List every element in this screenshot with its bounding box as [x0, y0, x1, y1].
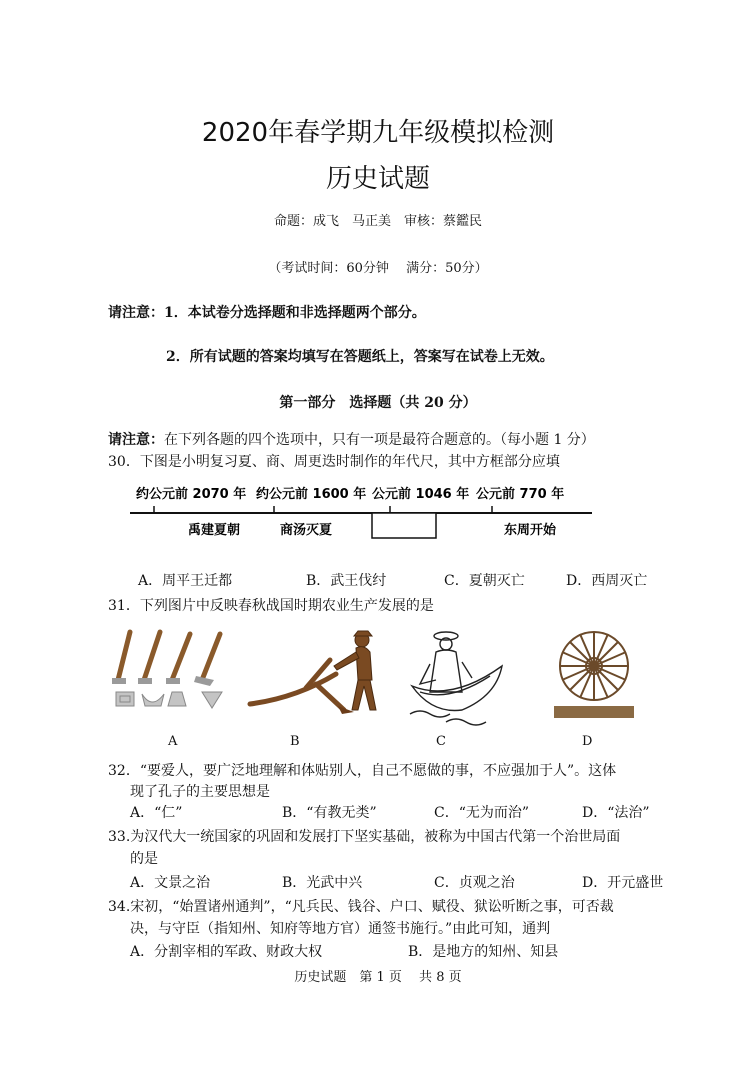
exam-info: （考试时间：60分钟 满分：50分） — [268, 261, 488, 276]
q32-option-b: B．“有教无类” — [282, 805, 377, 821]
q30-timeline — [120, 478, 600, 540]
picture-d-waterwheel — [552, 622, 636, 722]
authors-line: 命题：成飞 马正美 审核：蔡鑑民 — [273, 214, 482, 229]
notice-item-1-text: 1．本试卷分选择题和非选择题两个部分。 — [164, 305, 426, 321]
q34-stem-line-1: 34.宋初，“始置诸州通判”，“凡兵民、钱谷、户口、赋役、狱讼听断之事，可否裁 — [108, 899, 614, 915]
picture-b-plow — [246, 622, 390, 718]
timeline-date-4: 公元前 770 年 — [476, 487, 565, 502]
section-1-notice-label: 请注意： — [108, 432, 164, 448]
timeline-date-1: 约公元前 2070 年 — [136, 487, 247, 502]
q30-option-d: D．西周灭亡 — [566, 573, 648, 589]
q33-option-b: B．光武中兴 — [282, 875, 363, 891]
notice-item-1 — [108, 302, 426, 322]
q32-option-c: C．“无为而治” — [434, 805, 530, 821]
q32-stem-line-1: 32．“要爱人，要广泛地理解和体贴别人，自己不愿做的事，不应强加于人”。这体 — [108, 763, 617, 779]
timeline-event-1: 禹建夏朝 — [188, 523, 241, 538]
q30-option-c: C．夏朝灭亡 — [444, 573, 525, 589]
q33-option-a: A．文景之治 — [130, 875, 211, 891]
exam-title: 2020年春学期九年级模拟检测 — [201, 118, 555, 148]
q34-stem-line-2: 决，与守臣（指知州、知府等地方官）通签书施行。”由此可知，通判 — [130, 921, 551, 937]
q33-stem-line-2: 的是 — [130, 851, 158, 867]
picture-b-label: B — [290, 734, 300, 749]
q33-option-c: C．贞观之治 — [434, 875, 515, 891]
timeline-date-3: 公元前 1046 年 — [372, 487, 470, 502]
q32-stem-line-2: 现了孔子的主要思想是 — [130, 784, 270, 800]
q30-option-b: B．武王伐纣 — [306, 573, 387, 589]
notice-item-2: 2．所有试题的答案均填写在答题纸上，答案写在试卷上无效。 — [166, 349, 554, 365]
q32-option-d: D．“法治” — [582, 805, 650, 821]
q33-option-d: D．开元盛世 — [582, 875, 664, 891]
timeline-event-3: 东周开始 — [504, 523, 557, 538]
subject-title: 历史试题 — [325, 164, 430, 194]
picture-a-farm-tools — [110, 622, 240, 718]
picture-c-label: C — [436, 734, 446, 749]
q30-stem: 30．下图是小明复习夏、商、周更迭时制作的年代尺，其中方框部分应填 — [108, 454, 560, 470]
timeline-blank-box — [372, 513, 436, 538]
picture-c-boat-figure — [406, 622, 510, 732]
picture-a-label: A — [168, 734, 178, 749]
timeline-event-2: 商汤灭夏 — [280, 523, 333, 538]
q30-option-a: A．周平王迁都 — [138, 573, 233, 589]
q31-stem: 31．下列图片中反映春秋战国时期农业生产发展的是 — [108, 598, 434, 614]
timeline-date-2: 约公元前 1600 年 — [256, 487, 367, 502]
q33-stem-line-1: 33.为汉代大一统国家的巩固和发展打下坚实基础，被称为中国古代第一个治世局面 — [108, 829, 621, 845]
q34-option-b: B．是地方的知州、知县 — [408, 944, 559, 960]
section-1-notice — [108, 429, 595, 449]
page-footer: 历史试题 第 1 页 共 8 页 — [294, 970, 462, 985]
notice-label: 请注意： — [108, 305, 164, 321]
q34-option-a: A．分割宰相的军政、财政大权 — [130, 944, 323, 960]
section-1-title: 第一部分 选择题（共 20 分） — [279, 395, 477, 411]
picture-d-label: D — [582, 734, 593, 749]
section-1-notice-text: 在下列各题的四个选项中，只有一项是最符合题意的。（每小题 1 分） — [164, 432, 595, 448]
q32-option-a: A．“仁” — [130, 805, 183, 821]
